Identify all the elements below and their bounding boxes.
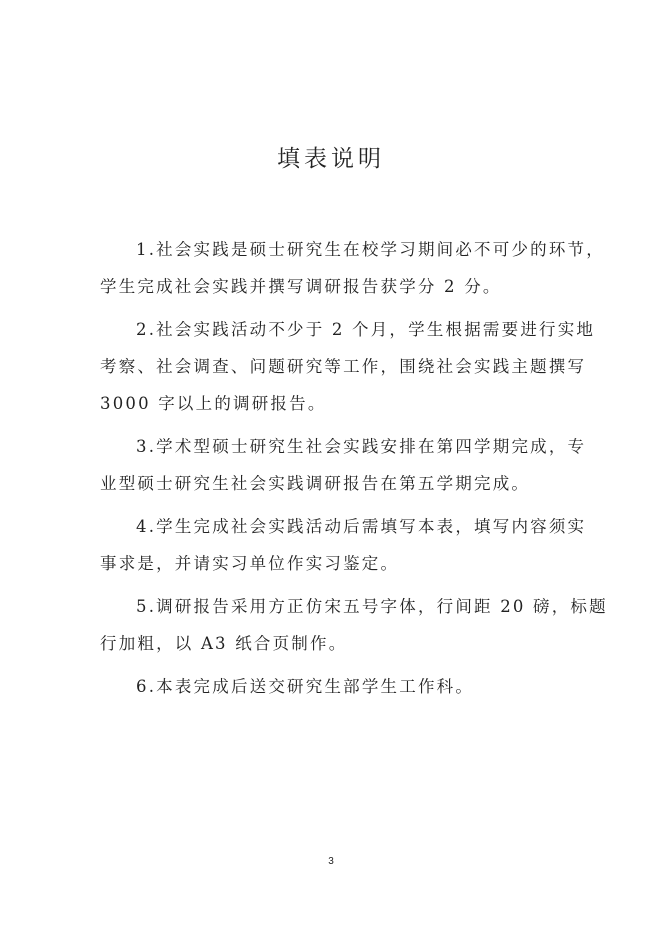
paragraph-line: 5.调研报告采用方正仿宋五号字体，行间距 20 磅，标题 xyxy=(136,597,608,616)
page-title: 填表说明 xyxy=(277,146,385,172)
instruction-paragraph-3 xyxy=(100,428,587,502)
paragraph-line: 事求是，并请实习单位作实习鉴定。 xyxy=(100,554,400,573)
paragraph-line: 业型硕士研究生社会实践调研报告在第五学期完成。 xyxy=(100,474,531,493)
paragraph-line: 考察、社会调查、问题研究等工作，围绕社会实践主题撰写 xyxy=(100,357,587,376)
paragraph-line: 3.学术型硕士研究生社会实践安排在第四学期完成，专 xyxy=(136,437,587,456)
instruction-paragraph-2 xyxy=(100,311,596,422)
paragraph-line: 1.社会实践是硕士研究生在校学习期间必不可少的环节， xyxy=(136,240,605,259)
paragraph-line: 2.社会实践活动不少于 2 个月，学生根据需要进行实地 xyxy=(136,320,596,339)
instruction-paragraph-5 xyxy=(100,588,608,662)
instruction-paragraph-6 xyxy=(100,668,572,705)
instruction-paragraph-4 xyxy=(100,508,587,582)
page-number: 3 xyxy=(328,856,334,867)
paragraph-line: 6.本表完成后送交研究生部学生工作科。 xyxy=(136,677,475,696)
paragraph-line: 行加粗，以 A3 纸合页制作。 xyxy=(100,634,348,653)
paragraph-line: 3000 字以上的调研报告。 xyxy=(100,394,327,413)
instructions-body xyxy=(100,231,608,711)
paragraph-line: 4.学生完成社会实践活动后需填写本表，填写内容须实 xyxy=(136,517,587,536)
instruction-paragraph-1 xyxy=(100,231,605,305)
paragraph-line: 学生完成社会实践并撰写调研报告获学分 2 分。 xyxy=(100,277,502,296)
